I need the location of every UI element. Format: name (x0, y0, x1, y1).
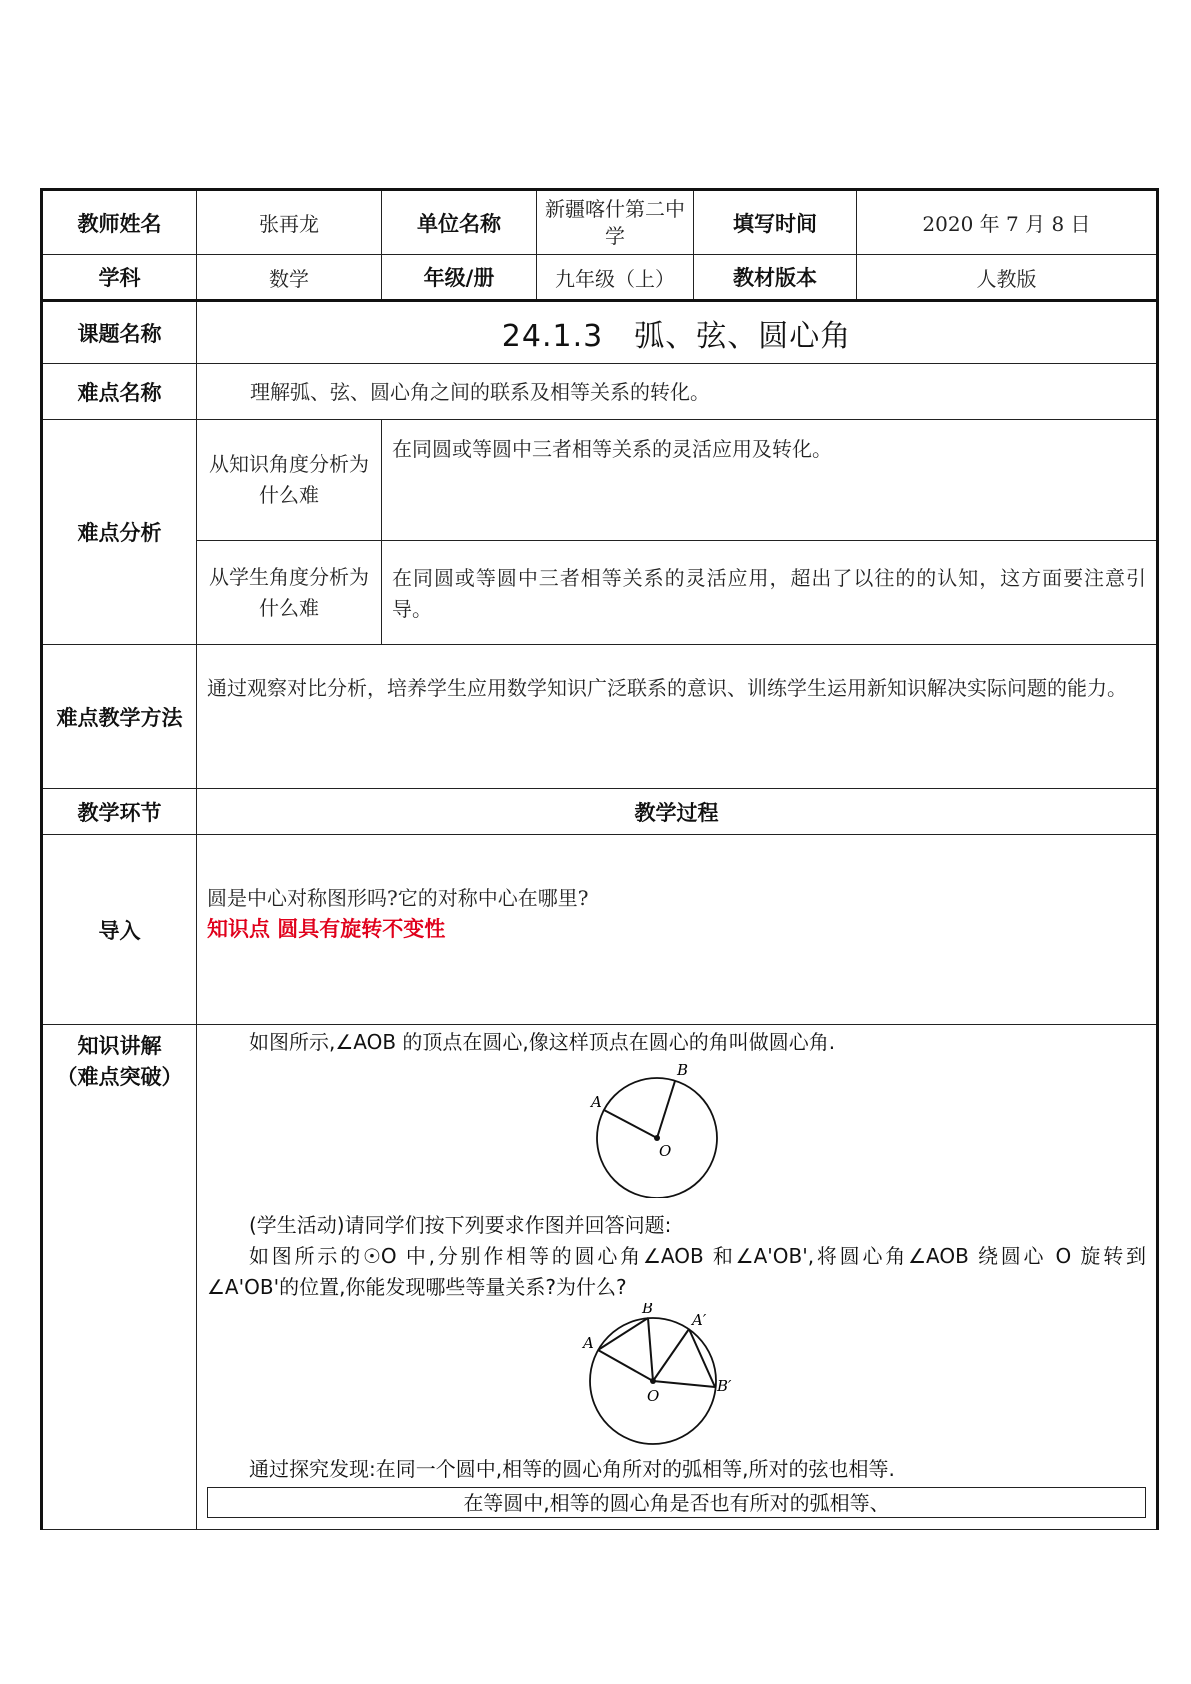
method-row (42, 645, 1158, 789)
fig2-label-o: O (647, 1387, 660, 1405)
fig2-label-a2: A′ (692, 1311, 707, 1329)
lesson-plan-table (40, 188, 1159, 1530)
analysis-student-value: 在同圆或等圆中三者相等关系的灵活应用，超出了以往的的认知，这方面要注意引导。 (382, 541, 1158, 645)
header-row-1 (42, 190, 1158, 255)
figure-central-angle (197, 1058, 1115, 1198)
teacher-label: 教师姓名 (42, 190, 197, 255)
fig1-label-o: O (659, 1142, 672, 1160)
fig1-center-dot (654, 1135, 660, 1141)
stage-label: 教学环节 (42, 789, 197, 835)
topic-value: 24.1.3 弧、弦、圆心角 (197, 301, 1158, 364)
fig2-radius-oa (598, 1350, 653, 1381)
teacher-value: 张再龙 (197, 190, 382, 255)
knowledge-label-cell (42, 1025, 197, 1530)
knowledge-p1: 如图所示,∠AOB 的顶点在圆心,像这样顶点在圆心的角叫做圆心角. (249, 1030, 836, 1054)
figure-rotated-angle (197, 1303, 1115, 1448)
intro-highlight: 知识点 圆具有旋转不变性 (207, 917, 446, 941)
subject-value: 数学 (197, 255, 382, 301)
fig2-label-a: A (583, 1334, 594, 1352)
method-value: 通过观察对比分析，培养学生应用数学知识广泛联系的意识、训练学生运用新知识解决实际问题的能力。 (197, 645, 1158, 789)
header-row-2 (42, 255, 1158, 301)
intro-label: 导入 (42, 835, 197, 1025)
fig2-label-b: B (642, 1303, 654, 1317)
analysis-label: 难点分析 (42, 420, 197, 645)
analysis-student-label: 从学生角度分析为什么难 (197, 541, 382, 645)
unit-label: 单位名称 (382, 190, 537, 255)
method-label: 难点教学方法 (42, 645, 197, 789)
analysis-knowledge-value: 在同圆或等圆中三者相等关系的灵活应用及转化。 (382, 420, 1158, 541)
knowledge-inner-box: 在等圆中,相等的圆心角是否也有所对的弧相等、 (207, 1487, 1146, 1518)
fig1-radius-ob (657, 1081, 675, 1138)
difficulty-value: 理解弧、弦、圆心角之间的联系及相等关系的转化。 (197, 364, 1158, 420)
analysis-student-row (42, 541, 1158, 645)
grade-value: 九年级（上） (537, 255, 694, 301)
process-label: 教学过程 (197, 789, 1158, 835)
difficulty-label: 难点名称 (42, 364, 197, 420)
knowledge-activity: (学生活动)请同学们按下列要求作图并回答问题: (249, 1213, 672, 1237)
grade-label: 年级/册 (382, 255, 537, 301)
knowledge-conclusion: 通过探究发现:在同一个圆中,相等的圆心角所对的弧相等,所对的弦也相等. (249, 1457, 895, 1481)
fig2-label-b2: B′ (717, 1377, 732, 1395)
date-value: 2020 年 7 月 8 日 (857, 190, 1158, 255)
fig2-radius-ob2 (653, 1381, 715, 1387)
fig2-chord-ab (598, 1318, 648, 1350)
fig1-radius-oa (604, 1110, 657, 1138)
fig1-label-b: B (677, 1061, 689, 1079)
fig2-radius-oa2 (653, 1329, 689, 1381)
knowledge-row (42, 1025, 1158, 1530)
topic-label: 课题名称 (42, 301, 197, 364)
intro-content (197, 835, 1158, 1025)
analysis-knowledge-label: 从知识角度分析为什么难 (197, 420, 382, 541)
knowledge-content (197, 1025, 1158, 1530)
topic-row (42, 301, 1158, 364)
unit-value: 新疆喀什第二中学 (537, 190, 694, 255)
analysis-knowledge-row (42, 420, 1158, 541)
edition-label: 教材版本 (694, 255, 857, 301)
process-header-row (42, 789, 1158, 835)
intro-row (42, 835, 1158, 1025)
difficulty-row (42, 364, 1158, 420)
fig2-radius-ob (648, 1318, 653, 1381)
subject-label: 学科 (42, 255, 197, 301)
knowledge-label-line2: （难点突破） (56, 1065, 183, 1089)
knowledge-p2: 如图所示的☉O 中,分别作相等的圆心角∠AOB 和∠A'OB',将圆心角∠AOB 绕圆心 O 旋转到∠A'OB'的位置,你能发现哪些等量关系?为什么? (207, 1244, 1146, 1299)
date-label: 填写时间 (694, 190, 857, 255)
fig1-label-a: A (591, 1093, 602, 1111)
edition-value: 人教版 (857, 255, 1158, 301)
knowledge-label-line1: 知识讲解 (77, 1034, 162, 1058)
intro-question: 圆是中心对称图形吗?它的对称中心在哪里? (207, 886, 589, 910)
fig2-center-dot (650, 1378, 656, 1384)
